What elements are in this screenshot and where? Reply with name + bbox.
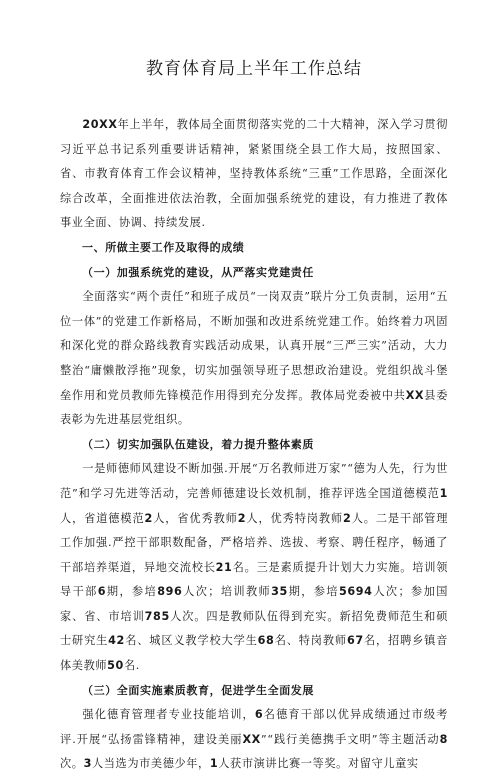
quality-education-paragraph: 强化德育管理者专业技能培训，6名德育干部以优异成绩通过市级考评.开展“弘扬雷锋精神，建设美丽XX”“践行美德携手文明”等主题活动8次。3人当选为市美德少年，1人获市演讲比赛一等奖。对留守儿童实 bbox=[60, 708, 448, 771]
subsection-heading-3: （三）全面实施素质教育，促进学生全面发展 bbox=[82, 683, 314, 697]
year-text: 20XX bbox=[82, 118, 118, 131]
section-heading-1: 一、所做主要工作及取得的成绩 bbox=[82, 240, 245, 254]
party-building-paragraph: 全面落实“两个责任”和班子成员“一岗双责”联片分工负责制，运用“五位一体”的党建工作新格局，不断加强和改进系统党建工作。始终着力巩固和深化党的群众路线教育实践活动成果，认真开展“三严三实”活动，大力整治“庸懒散浮拖”现象，切实加强领导班子思想政治建设。党组织战斗堡垒作用和党员教师先锋模范作用得到充分发挥。教体局党委被中共XX县委表彰为先进基层党组织。 bbox=[60, 290, 448, 427]
document-body bbox=[60, 113, 448, 777]
subsection-heading-2: （二）切实加强队伍建设，着力提升整体素质 bbox=[82, 437, 314, 451]
subsection-heading-1: （一）加强系统党的建设，从严落实党建责任 bbox=[82, 265, 314, 279]
intro-text: 年上半年，教体局全面贯彻落实党的二十大精神，深入学习贯彻习近平总书记系列重要讲话精神，紧紧围绕全县工作大局，按照国家、省、市教育体育工作会议精神，坚持教体系统“三重”工作思路，全面深化综合改革，全面推进依法治教，全面加强系统党的建设，有力推进了教体事业全面、协调、持续发展. bbox=[60, 118, 448, 230]
team-building-paragraph: 一是师德师风建设不断加强.开展“万名教师进万家”“德为人先，行为世范”和学习先进等活动，完善师德建设长效机制，推荐评选全国道德模范1人，省道德模范2人，省优秀教师2人，优秀特岗教师2人。二是干部管理工作加强.严控干部职数配备，严格培养、选拔、考察、聘任程序，畅通了干部培养渠道，异地交流校长21名。三是素质提升计划大力实施。培训领导干部6期，参培896人次；培训教师35期，参培5694人次；参加国家、省、市培训785人次。四是教师队伍得到充实。新招免费师范生和硕士研究生42名、城区义教学校大学生68名、特岗教师67名，招聘乡镇音体美教师50名. bbox=[60, 462, 449, 673]
document-title: 教育体育局上半年工作总结 bbox=[146, 59, 362, 79]
intro-paragraph bbox=[60, 113, 448, 236]
